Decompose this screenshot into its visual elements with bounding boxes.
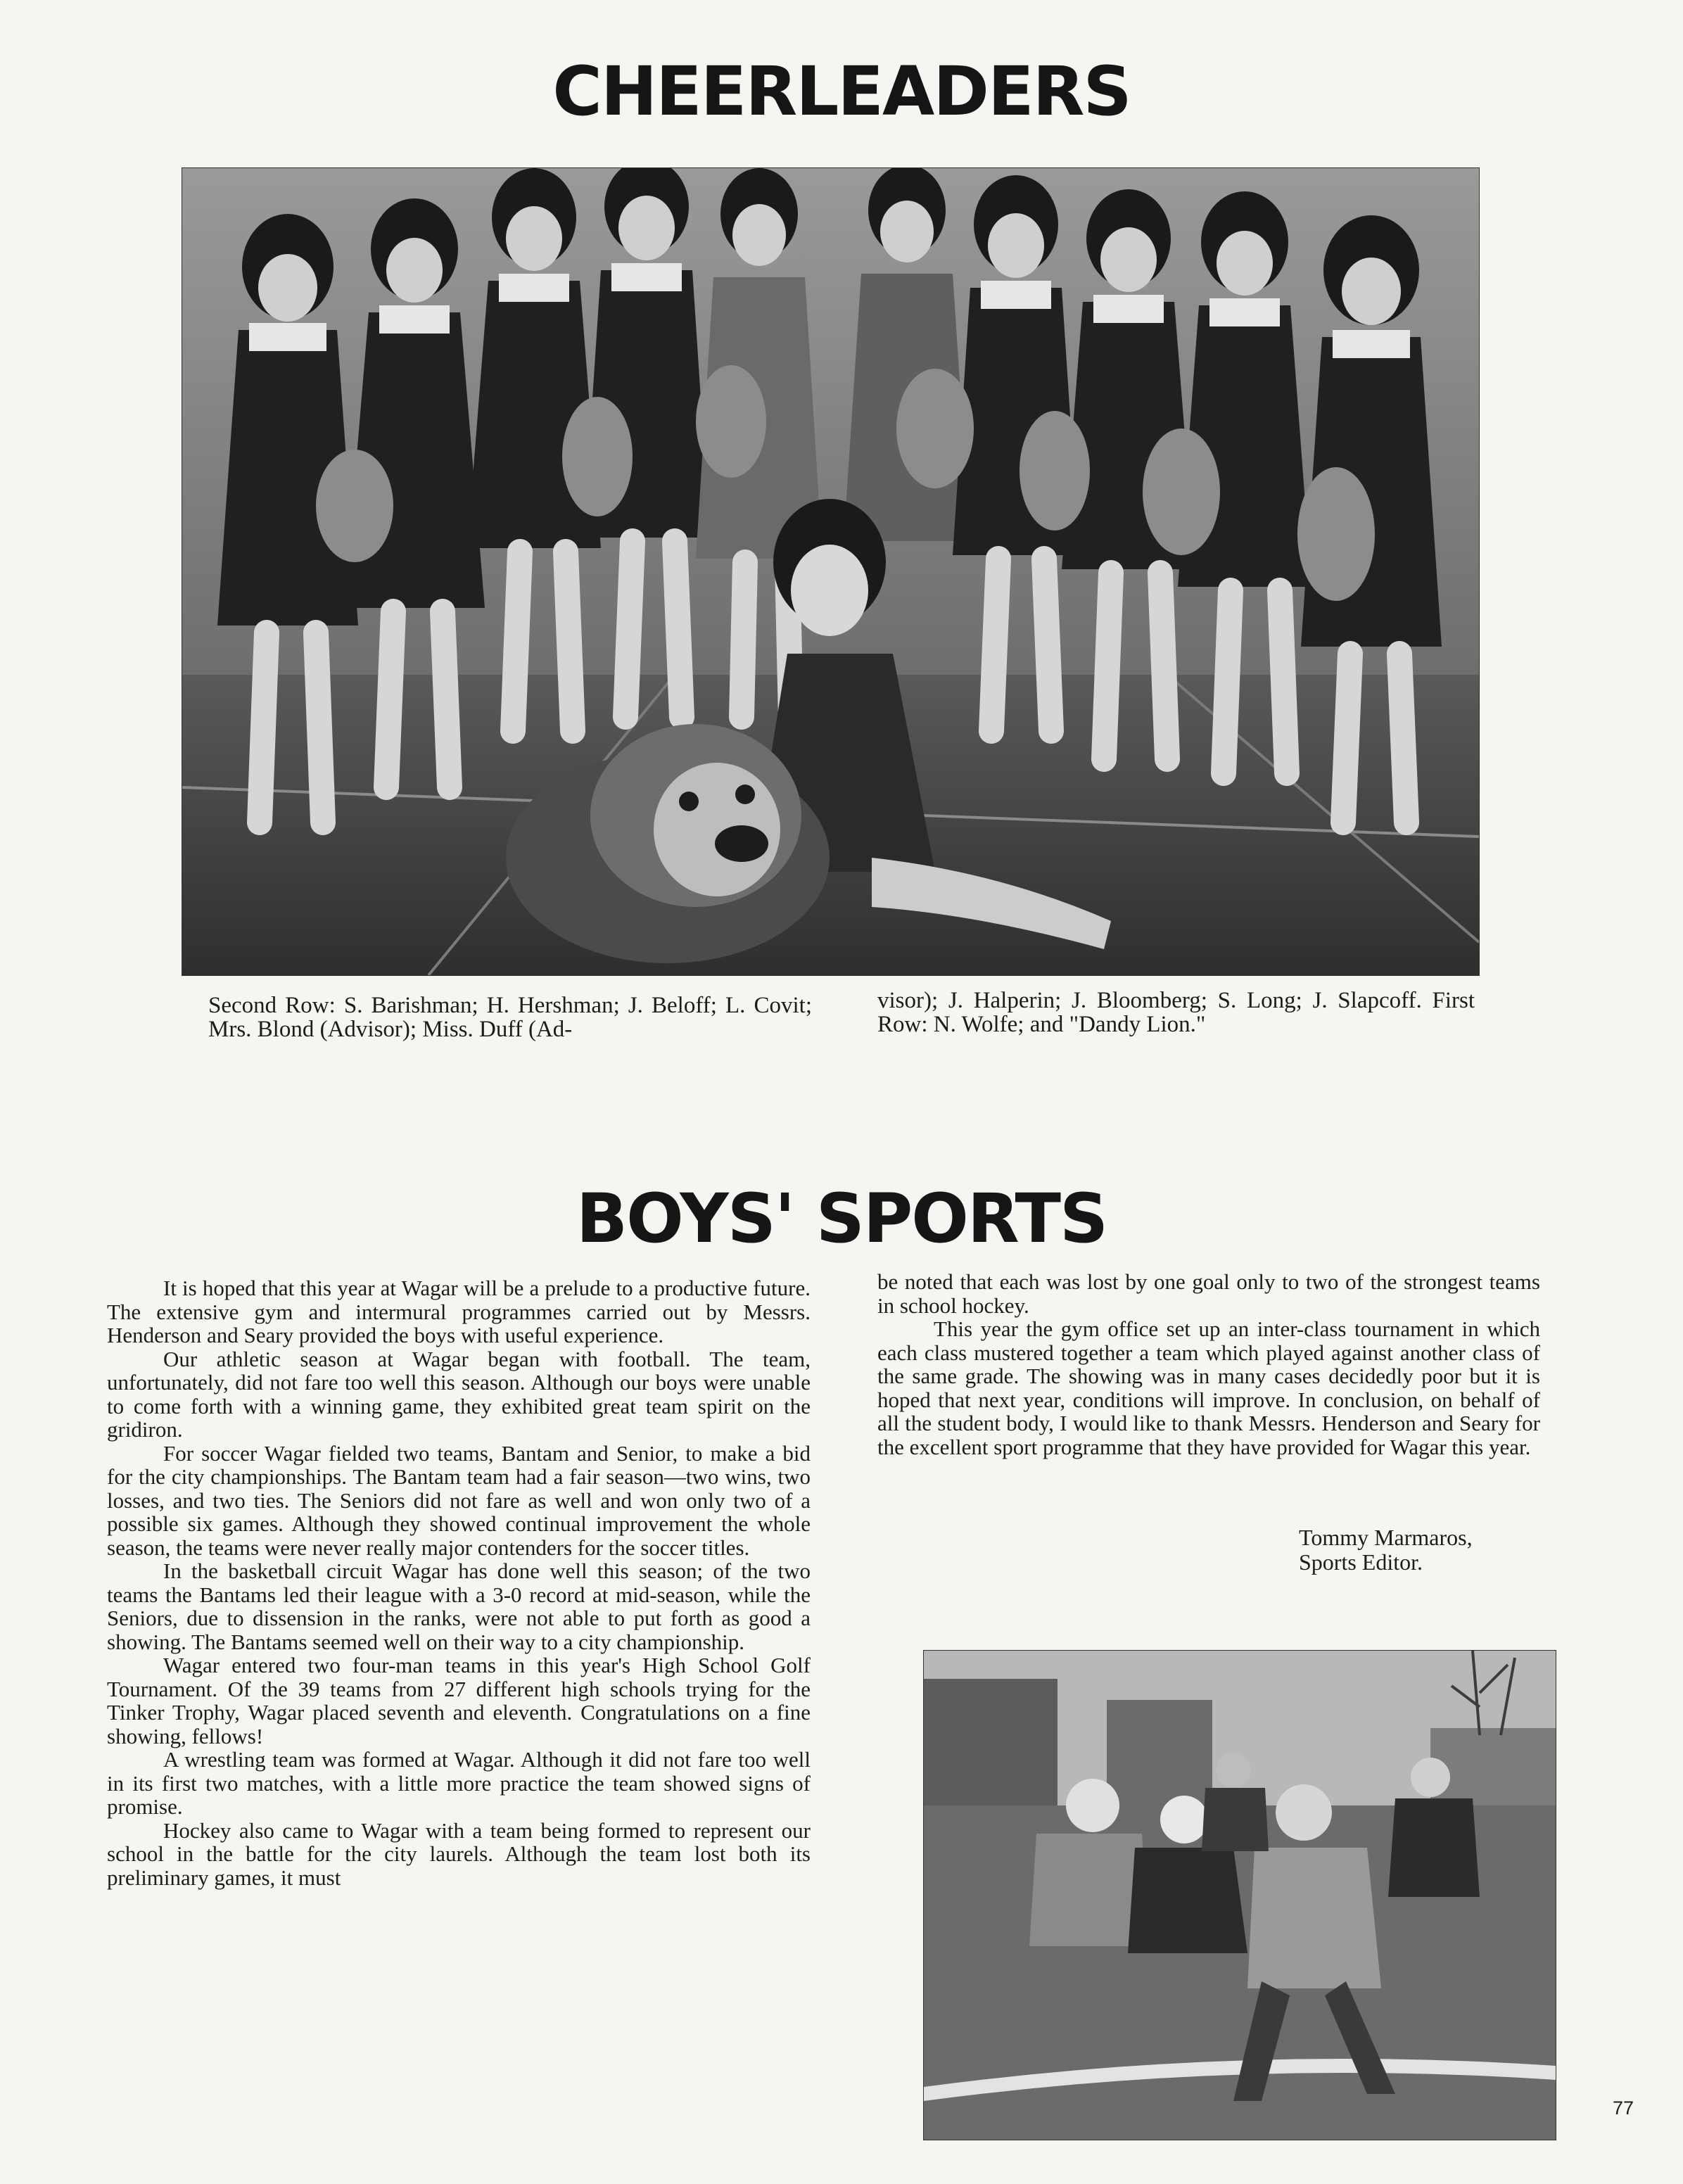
paragraph: In the basketball circuit Wagar has done well this season; of the two teams the Bantams led their league with a 3-0 record at mid-season, while the Seniors, due to dissension in the ranks, were not able to put forth as good a showing. The Bantams seemed well on their way to a city championship. — [107, 1558, 811, 1654]
signature-role: Sports Editor. — [1299, 1549, 1423, 1575]
boys-sports-left-column — [107, 1276, 811, 1889]
signature-name: Tommy Marmaros, — [1299, 1525, 1473, 1550]
paragraph: A wrestling team was formed at Wagar. Although it did not fare too well in its first two matches, with a little more practice the team showed signs of promise. — [107, 1747, 811, 1819]
football-photo — [923, 1650, 1556, 2140]
paragraph: Our athletic season at Wagar began with football. The team, unfortunately, did not fare too well this season. Although our boys were unable to come forth with a winning game, they exhibited great team spirit on the gridiron. — [107, 1346, 811, 1442]
paragraph: For soccer Wagar fielded two teams, Bantam and Senior, to make a bid for the city championships. The Bantam team had a fair season—two wins, two losses, and two ties. The Seniors did not fare as well and won only two of a possible six games. Although they showed continual improvement the whole season, the teams were never really major contenders for the soccer titles. — [107, 1440, 811, 1560]
sports-editor-signature — [1299, 1525, 1473, 1575]
paragraph: Wagar entered two four-man teams in this year's High School Golf Tournament. Of the 39 teams from 27 different high schools trying for the Tinker Trophy, Wagar placed seventh and eleventh. Congratulations on a fine showing, fellows! — [107, 1653, 811, 1748]
boys-sports-title: BOYS' SPORTS — [576, 1179, 1107, 1258]
cheerleaders-caption-left: Second Row: S. Barishman; H. Hershman; J. Beloff; L. Covit; Mrs. Blond (Advisor); Miss. Duff (Ad- — [208, 993, 812, 1042]
boys-sports-right-column — [877, 1270, 1540, 1459]
cheerleaders-photo — [182, 167, 1480, 976]
page-number: 77 — [1613, 2097, 1634, 2119]
paragraph: It is hoped that this year at Wagar will be a prelude to a productive future. The extensive gym and intermural programmes carried out by Messrs. Henderson and Seary provided the boys with useful experience. — [107, 1276, 811, 1347]
paragraph: Hockey also came to Wagar with a team being formed to represent our school in the battle for the city laurels. Although the team lost both its preliminary games, it must — [107, 1817, 811, 1890]
paragraph: This year the gym office set up an inter-class tournament in which each class mustered together a team which played against another class of the same grade. The showing was in many cases decidedly poor but it is hoped that next year, conditions will improve. In conclusion, on behalf of all the student body, I would like to thank Messrs. Henderson and Seary for the excellent sport programme that they have provided for Wagar this year. — [877, 1316, 1540, 1459]
paragraph: be noted that each was lost by one goal only to two of the strongest teams in school hockey. — [877, 1269, 1540, 1318]
cheerleaders-title: CHEERLEADERS — [552, 52, 1131, 131]
cheerleaders-caption-right: visor); J. Halperin; J. Bloomberg; S. Long; J. Slapcoff. First Row: N. Wolfe; and "Dandy Lion." — [877, 988, 1475, 1037]
